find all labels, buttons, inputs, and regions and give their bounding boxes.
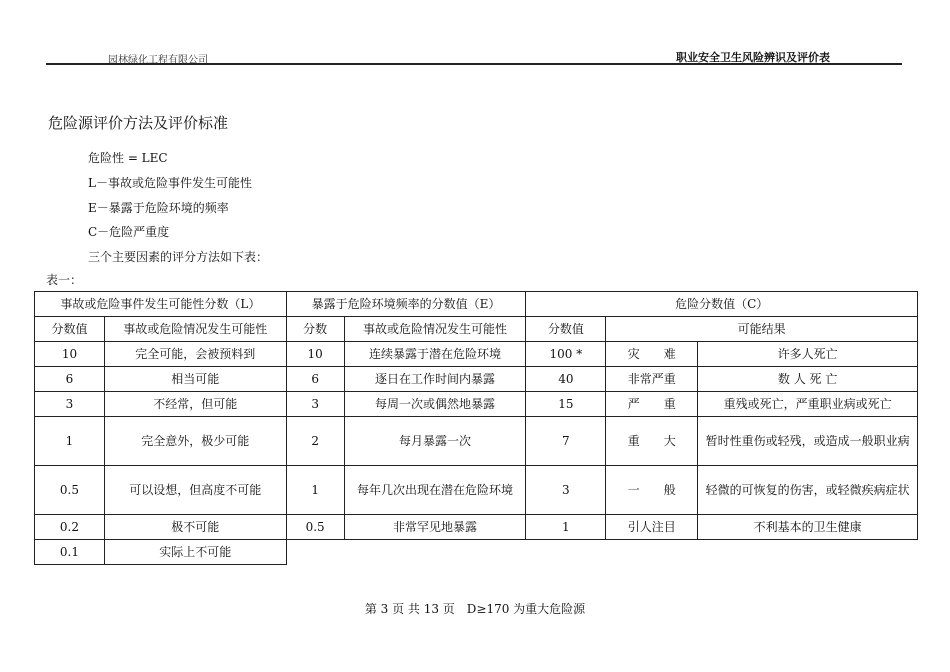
l-score-cell: 3 — [35, 392, 105, 417]
e-score-cell: 1 — [286, 466, 344, 515]
c-level-cell: 非常严重 — [606, 367, 698, 392]
c-score-cell: 100 * — [526, 342, 606, 367]
lec-table — [34, 291, 918, 565]
l-score-cell: 1 — [35, 417, 105, 466]
e-score-cell: 10 — [286, 342, 344, 367]
c-score-cell: 7 — [526, 417, 606, 466]
e-desc-cell: 连续暴露于潜在危险环境 — [344, 342, 526, 367]
l-score-cell: 0.1 — [35, 540, 105, 565]
table-row — [35, 417, 918, 466]
l-score-cell: 6 — [35, 367, 105, 392]
e-desc-cell: 每周一次或偶然地暴露 — [344, 392, 526, 417]
c-score-cell: 1 — [526, 515, 606, 540]
c-level-cell: 一 般 — [606, 466, 698, 515]
subheader-e-score: 分数 — [286, 317, 344, 342]
table-row — [35, 466, 918, 515]
l-desc-cell: 实际上不可能 — [104, 540, 286, 565]
e-score-cell: 0.5 — [286, 515, 344, 540]
c-level-cell: 严 重 — [606, 392, 698, 417]
c-level-cell: 引人注目 — [606, 515, 698, 540]
document-title: 职业安全卫生风险辨识及评价表 — [676, 51, 830, 64]
definition-l: L－事故或危险事件发生可能性 — [88, 176, 252, 190]
header-e: 暴露于危险环境频率的分数值（E） — [286, 292, 526, 317]
empty-cell — [286, 540, 917, 565]
method-intro: 三个主要因素的评分方法如下表： — [88, 250, 269, 264]
subheader-e-desc: 事故或危险情况发生可能性 — [344, 317, 526, 342]
definition-e: E－暴露于危险环境的频率 — [88, 201, 229, 215]
table-row — [35, 515, 918, 540]
l-desc-cell: 极不可能 — [104, 515, 286, 540]
l-score-cell: 0.2 — [35, 515, 105, 540]
subheader-c-result: 可能结果 — [606, 317, 918, 342]
header-divider — [46, 63, 902, 65]
page-footer: 第 3 页 共 13 页 D≥170 为重大危险源 — [364, 602, 586, 616]
e-score-cell: 2 — [286, 417, 344, 466]
l-desc-cell: 完全可能，会被预料到 — [104, 342, 286, 367]
table-row — [35, 540, 918, 565]
c-result-cell: 数 人 死 亡 — [698, 367, 918, 392]
e-desc-cell: 每月暴露一次 — [344, 417, 526, 466]
section-title: 危险源评价方法及评价标准 — [48, 114, 229, 132]
table-row — [35, 367, 918, 392]
e-desc-cell: 每年几次出现在潜在危险环境 — [344, 466, 526, 515]
e-desc-cell: 逐日在工作时间内暴露 — [344, 367, 526, 392]
c-result-cell: 许多人死亡 — [698, 342, 918, 367]
group-header-row — [35, 292, 918, 317]
formula-line: 危险性 = LEC — [88, 151, 168, 165]
definition-c: C－危险严重度 — [88, 225, 170, 239]
c-result-cell: 不利基本的卫生健康 — [698, 515, 918, 540]
l-desc-cell: 不经常，但可能 — [104, 392, 286, 417]
subheader-l-desc: 事故或危险情况发生可能性 — [104, 317, 286, 342]
e-desc-cell: 非常罕见地暴露 — [344, 515, 526, 540]
sub-header-row — [35, 317, 918, 342]
subheader-c-score: 分数值 — [526, 317, 606, 342]
c-level-cell: 灾 难 — [606, 342, 698, 367]
company-name: 园林绿化工程有限公司 — [108, 55, 208, 66]
table-row — [35, 392, 918, 417]
subheader-l-score: 分数值 — [35, 317, 105, 342]
e-score-cell: 6 — [286, 367, 344, 392]
c-score-cell: 40 — [526, 367, 606, 392]
c-result-cell: 轻微的可恢复的伤害，或轻微疾病症状 — [698, 466, 918, 515]
l-desc-cell: 可以设想，但高度不可能 — [104, 466, 286, 515]
c-score-cell: 15 — [526, 392, 606, 417]
c-level-cell: 重 大 — [606, 417, 698, 466]
l-score-cell: 10 — [35, 342, 105, 367]
c-result-cell: 重残或死亡，严重职业病或死亡 — [698, 392, 918, 417]
c-result-cell: 暂时性重伤或轻残，或造成一般职业病 — [698, 417, 918, 466]
l-score-cell: 0.5 — [35, 466, 105, 515]
table-row — [35, 342, 918, 367]
header-c: 危险分数值（C） — [526, 292, 918, 317]
l-desc-cell: 完全意外，极少可能 — [104, 417, 286, 466]
e-score-cell: 3 — [286, 392, 344, 417]
header-l: 事故或危险事件发生可能性分数（L） — [35, 292, 287, 317]
l-desc-cell: 相当可能 — [104, 367, 286, 392]
c-score-cell: 3 — [526, 466, 606, 515]
table-label: 表一： — [46, 273, 83, 287]
